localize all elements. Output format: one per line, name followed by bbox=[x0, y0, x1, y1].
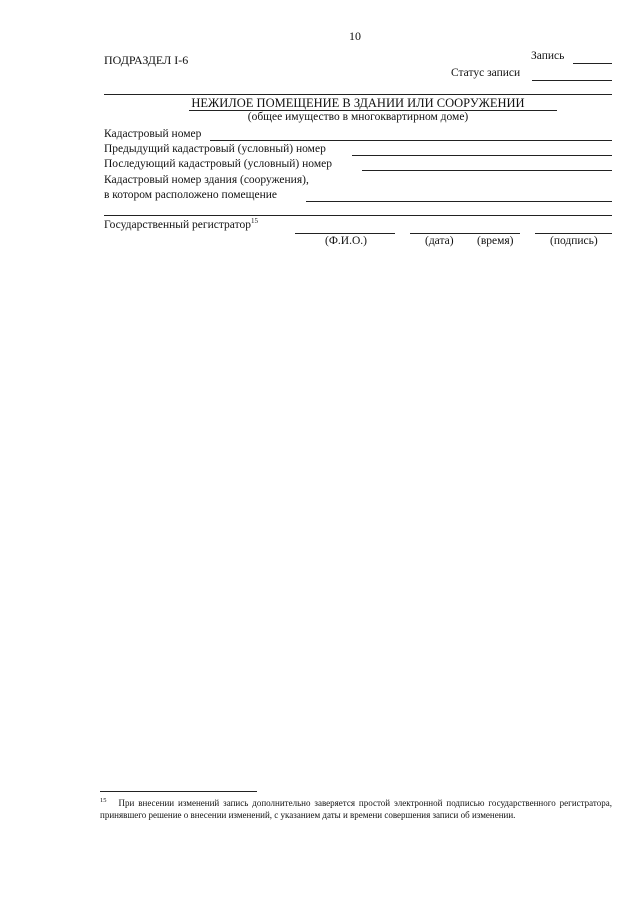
previous-number-field[interactable] bbox=[352, 155, 612, 156]
registrar-signature-field[interactable] bbox=[535, 233, 612, 234]
footnote bbox=[100, 797, 612, 821]
record-field-line[interactable] bbox=[573, 63, 612, 64]
date-caption: (дата) bbox=[425, 235, 454, 247]
previous-number-label: Предыдущий кадастровый (условный) номер bbox=[104, 143, 326, 155]
cadastral-number-field[interactable] bbox=[210, 140, 612, 141]
section-subtitle: (общее имущество в многоквартирном доме) bbox=[247, 111, 469, 123]
building-number-field[interactable] bbox=[306, 201, 612, 202]
next-number-field[interactable] bbox=[362, 170, 612, 171]
registrar-divider bbox=[104, 215, 612, 216]
footnote-divider bbox=[100, 791, 257, 792]
footnote-number: 15 bbox=[100, 797, 107, 804]
footnote-ref: 15 bbox=[250, 217, 258, 226]
building-number-label-line1: Кадастровый номер здания (сооружения), bbox=[104, 174, 309, 186]
signature-caption: (подпись) bbox=[550, 235, 598, 247]
page-number: 10 bbox=[349, 29, 361, 43]
building-number-label-line2: в котором расположено помещение bbox=[104, 189, 277, 201]
record-label: Запись bbox=[531, 50, 565, 62]
section-title: НЕЖИЛОЕ ПОМЕЩЕНИЕ В ЗДАНИИ ИЛИ СООРУЖЕНИИ bbox=[191, 96, 525, 110]
registrar-fio-field[interactable] bbox=[295, 233, 395, 234]
record-status-field-line[interactable] bbox=[532, 80, 612, 81]
footnote-text: При внесении изменений запись дополнительно заверяется простой электронной подписью государственного регистратора, принявшего решение о внесении изменений, с указанием даты и времени совершения записи об изменении. bbox=[100, 798, 612, 820]
subsection-title: ПОДРАЗДЕЛ I-6 bbox=[104, 53, 189, 67]
fio-caption: (Ф.И.О.) bbox=[325, 235, 367, 247]
record-status-label: Статус записи bbox=[451, 67, 521, 79]
time-caption: (время) bbox=[477, 235, 514, 247]
cadastral-number-label: Кадастровый номер bbox=[104, 128, 202, 140]
registrar-datetime-field[interactable] bbox=[410, 233, 520, 234]
header-divider bbox=[104, 94, 612, 95]
registrar-label: Государственный регистратор$^{15}$ bbox=[104, 217, 258, 231]
next-number-label: Последующий кадастровый (условный) номер bbox=[104, 158, 332, 170]
